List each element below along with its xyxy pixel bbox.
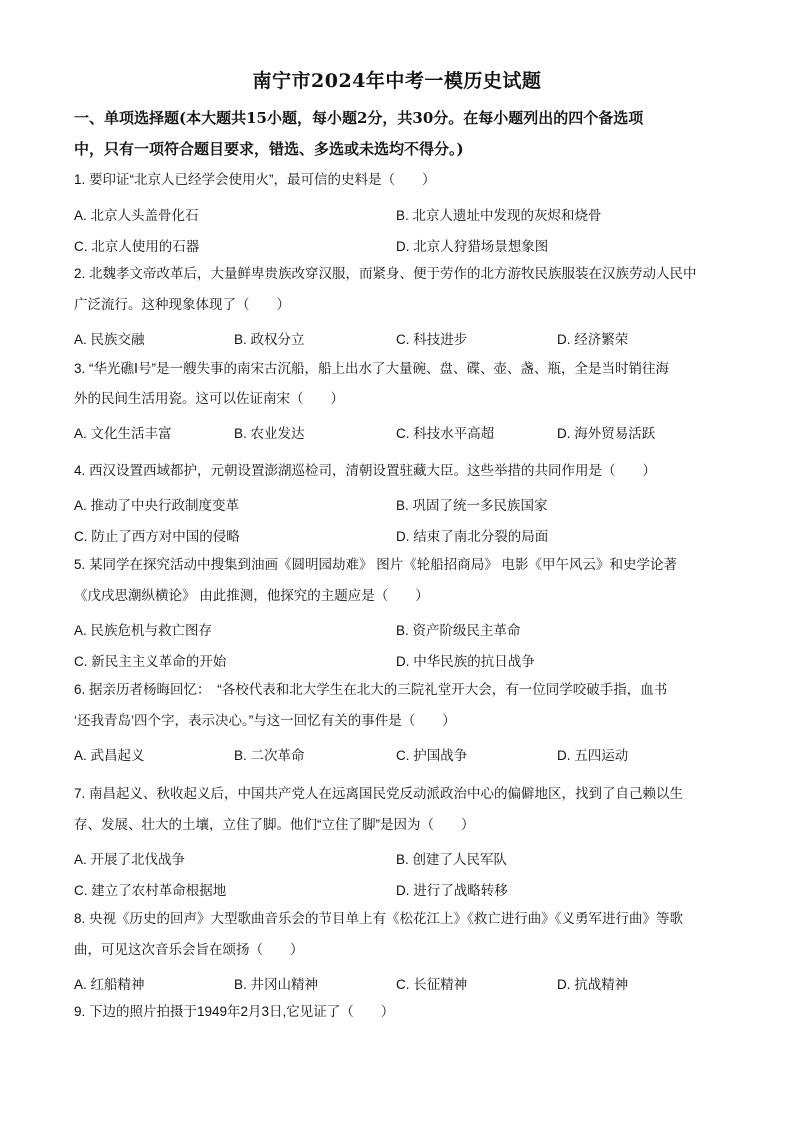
- question-5-stem-line-2: 《戊戌思潮纵横论》 由此推测，他探究的主题应是（ ）: [74, 588, 429, 603]
- question-8-option-c: C. 长征精神: [396, 977, 468, 992]
- question-7-stem-line-2: 存、发展、壮大的土壤，立住了脚。他们“立住了脚”是因为（ ）: [74, 817, 475, 832]
- question-4-option-c: C. 防止了西方对中国的侵略: [74, 529, 240, 544]
- section-heading-line-2: 中，只有一项符合题目要求，错选、多选或未选均不得分。): [74, 140, 464, 158]
- question-2-stem-line-1: 2. 北魏孝文帝改革后，大量鲜卑贵族改穿汉服，而紧身、便于劳作的北方游牧民族服装在汉族劳动人民中: [74, 266, 697, 281]
- question-6-option-c: C. 护国战争: [396, 748, 468, 763]
- question-1-option-c: C. 北京人使用的石器: [74, 239, 200, 254]
- question-7-option-a: A. 开展了北伐战争: [74, 852, 186, 867]
- question-8-option-a: A. 红船精神: [74, 977, 145, 992]
- question-5-option-d: D. 中华民族的抗日战争: [396, 654, 535, 669]
- question-7-option-c: C. 建立了农村革命根据地: [74, 883, 227, 898]
- question-4-option-b: B. 巩固了统一多民族国家: [396, 498, 548, 513]
- question-3-option-d: D. 海外贸易活跃: [557, 426, 656, 441]
- question-7-option-d: D. 进行了战略转移: [396, 883, 508, 898]
- question-5-option-b: B. 资产阶级民主革命: [396, 623, 521, 638]
- question-5-option-c: C. 新民主主义革命的开始: [74, 654, 227, 669]
- page-title: 南宁市2024年中考一模历史试题: [252, 70, 542, 92]
- question-6-option-b: B. 二次革命: [234, 748, 305, 763]
- question-3-option-b: B. 农业发达: [234, 426, 305, 441]
- question-2-option-b: B. 政权分立: [234, 332, 305, 347]
- question-2-stem-line-2: 广泛流行。这种现象体现了（ ）: [74, 297, 290, 312]
- question-9-stem: 9. 下边的照片拍摄于1949年2月3日,它见证了（ ）: [74, 1004, 395, 1019]
- question-2-option-d: D. 经济繁荣: [557, 332, 629, 347]
- question-6-stem-line-2: ‘还我青岛’四个字，表示决心。”与这一回忆有关的事件是（ ）: [74, 713, 456, 728]
- question-6-option-d: D. 五四运动: [557, 748, 629, 763]
- question-3-option-c: C. 科技水平高超: [396, 426, 495, 441]
- question-7-stem-line-1: 7. 南昌起义、秋收起义后，中国共产党人在远离国民党反动派政治中心的偏僻地区，找到了自己赖以生: [74, 786, 684, 801]
- question-7-option-b: B. 创建了人民军队: [396, 852, 508, 867]
- question-3-stem-line-2: 外的民间生活用瓷。这可以佐证南宋（ ）: [74, 391, 344, 406]
- question-8-stem-line-2: 曲，可见这次音乐会旨在颂扬（ ）: [74, 942, 304, 957]
- question-5-stem-line-1: 5. 某同学在探究活动中搜集到油画《圆明园劫难》 图片《轮船招商局》 电影《甲午风云》和史学论著: [74, 557, 678, 572]
- question-6-stem-line-1: 6. 据亲历者杨晦回忆： “各校代表和北大学生在北大的三院礼堂开大会，有一位同学咬破手指，血书: [74, 682, 668, 697]
- question-4-stem: 4. 西汉设置西域都护，元朝设置澎湖巡检司，清朝设置驻藏大臣。这些举措的共同作用是（ ）: [74, 463, 657, 478]
- section-heading-line-1: 一、单项选择题(本大题共15小题，每小题2分，共30分。在每小题列出的四个备选项: [74, 109, 644, 127]
- question-8-option-b: B. 井冈山精神: [234, 977, 319, 992]
- question-5-option-a: A. 民族危机与救亡图存: [74, 623, 213, 638]
- question-3-option-a: A. 文化生活丰富: [74, 426, 172, 441]
- question-1-stem: 1. 要印证“北京人已经学会使用火”，最可信的史料是（ ）: [74, 172, 436, 187]
- question-3-stem-line-1: 3. “华光礁Ⅰ号”是一艘失事的南宋古沉船，船上出水了大量碗、盘、碟、壶、盏、瓶，全是当时销往海: [74, 361, 669, 376]
- question-8-option-d: D. 抗战精神: [557, 977, 629, 992]
- question-1-option-a: A. 北京人头盖骨化石: [74, 208, 199, 223]
- question-4-option-a: A. 推动了中央行政制度变革: [74, 498, 240, 513]
- question-2-option-a: A. 民族交融: [74, 332, 145, 347]
- question-8-stem-line-1: 8. 央视《历史的回声》大型歌曲音乐会的节目单上有《松花江上》《救亡进行曲》《义勇军进行曲》等歌: [74, 911, 684, 926]
- question-1-option-d: D. 北京人狩猎场景想象图: [396, 239, 549, 254]
- question-2-option-c: C. 科技进步: [396, 332, 468, 347]
- question-1-option-b: B. 北京人遗址中发现的灰烬和烧骨: [396, 208, 602, 223]
- question-6-option-a: A. 武昌起义: [74, 748, 145, 763]
- question-4-option-d: D. 结束了南北分裂的局面: [396, 529, 549, 544]
